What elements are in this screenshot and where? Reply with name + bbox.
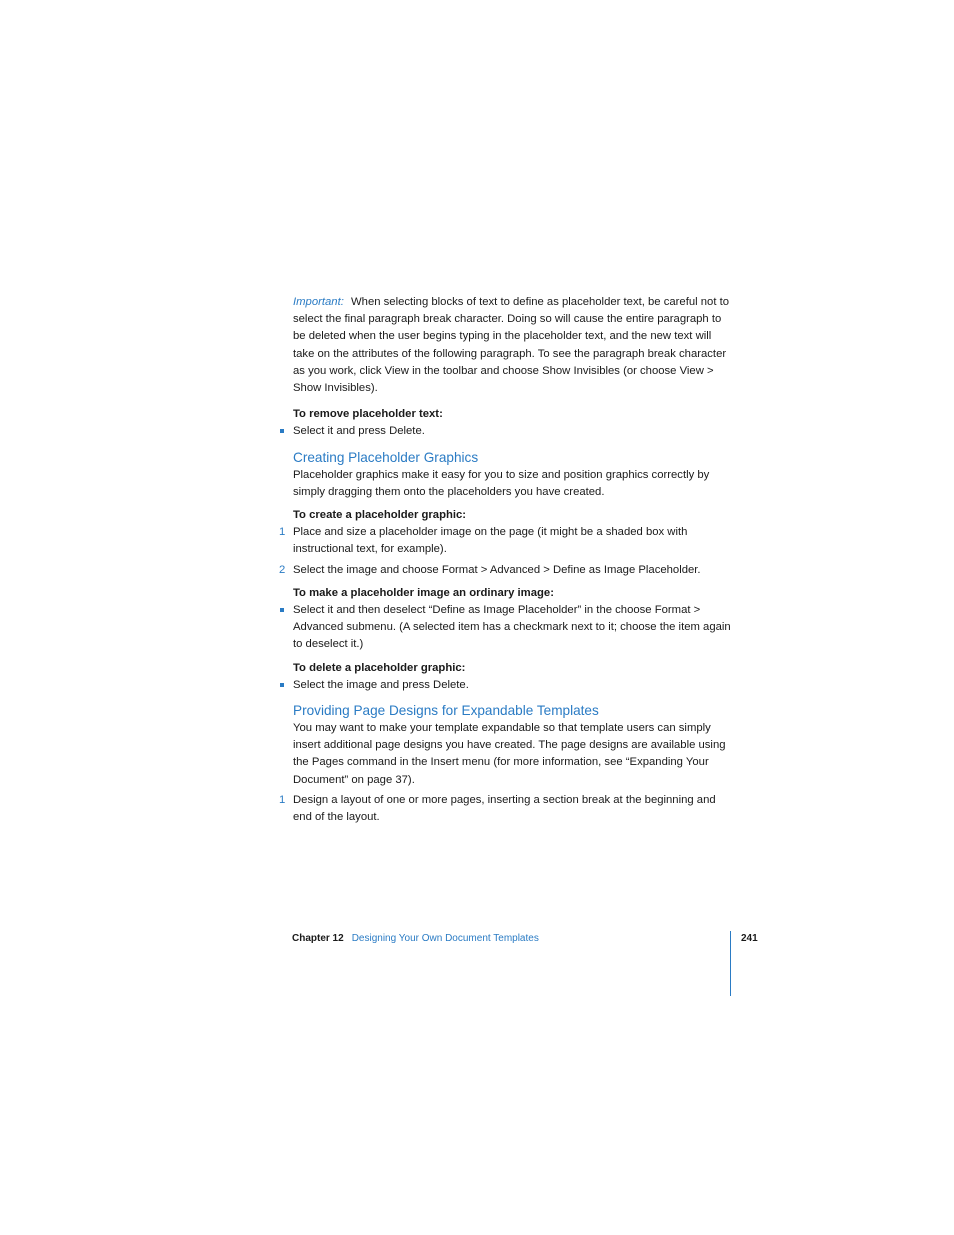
list-item [279, 562, 733, 579]
footer-divider [730, 931, 731, 996]
note-text: When selecting blocks of text to define as placeholder text, be careful not to select the final paragraph break character. Doing so will cause the entire paragraph to be deleted when the user begins typing in the placeholder text, and the new text will take on the attributes of the following paragraph. To see the paragraph break character as you work, click View in the toolbar and choose Show Invisibles (or choose View > Show Invisibles). [293, 296, 730, 395]
important-note [293, 294, 733, 397]
step-number: 1 [279, 793, 286, 806]
bullet-square-icon [280, 608, 284, 612]
step-number: 2 [279, 563, 286, 576]
remove-task-heading: To remove placeholder text: [293, 408, 443, 421]
page-footer [292, 932, 539, 946]
list-item [279, 792, 733, 826]
bullet-square-icon [280, 429, 284, 433]
page-number: 241 [741, 933, 758, 944]
list-item-text: Select the image and press Delete. [293, 678, 469, 691]
bullet-square-icon [280, 683, 284, 687]
section-heading-expandable-templates: Providing Page Designs for Expandable Templates [293, 703, 599, 719]
footer-chapter: Chapter 12 [292, 933, 344, 944]
step-number: 1 [279, 526, 286, 539]
step-text: Design a layout of one or more pages, inserting a section break at the beginning and end of the layout. [293, 793, 716, 824]
list-item-text: Select it and then deselect “Define as Image Placeholder” in the choose Format > Advanced submenu. (A selected item has a checkmark next to it; choose the item again to deselect it.) [293, 604, 731, 651]
step-text: Select the image and choose Format > Advanced > Define as Image Placeholder. [293, 563, 701, 576]
expandable-steps [279, 792, 733, 826]
create-task-steps [279, 524, 733, 579]
list-item [279, 524, 733, 558]
list-item-text: Select it and press Delete. [293, 425, 425, 438]
note-label: Important: [293, 296, 344, 308]
section-heading-placeholder-graphics: Creating Placeholder Graphics [293, 449, 479, 465]
section-intro: Placeholder graphics make it easy for you to size and position graphics correctly by simply dragging them onto the placeholders you have created. [293, 468, 710, 498]
footer-chapter-title: Designing Your Own Document Templates [351, 933, 539, 944]
ordinary-task-list [293, 602, 733, 654]
list-item [293, 677, 733, 694]
section-intro: You may want to make your template expandable so that template users can simply insert additional page designs you have created. The page designs are available using the Pages command in the Insert menu (for more information, see “Expanding Your Document” on page 37). [293, 722, 726, 786]
page-content [279, 294, 733, 826]
list-item [293, 423, 733, 440]
ordinary-task-heading: To make a placeholder image an ordinary image: [293, 586, 554, 599]
step-text: Place and size a placeholder image on the page (it might be a shaded box with instructional text, for example). [293, 526, 688, 556]
delete-task-list [293, 677, 733, 694]
remove-task-list [293, 423, 733, 440]
create-task-heading: To create a placeholder graphic: [293, 509, 467, 522]
list-item [293, 602, 733, 654]
delete-task-heading: To delete a placeholder graphic: [293, 661, 466, 674]
